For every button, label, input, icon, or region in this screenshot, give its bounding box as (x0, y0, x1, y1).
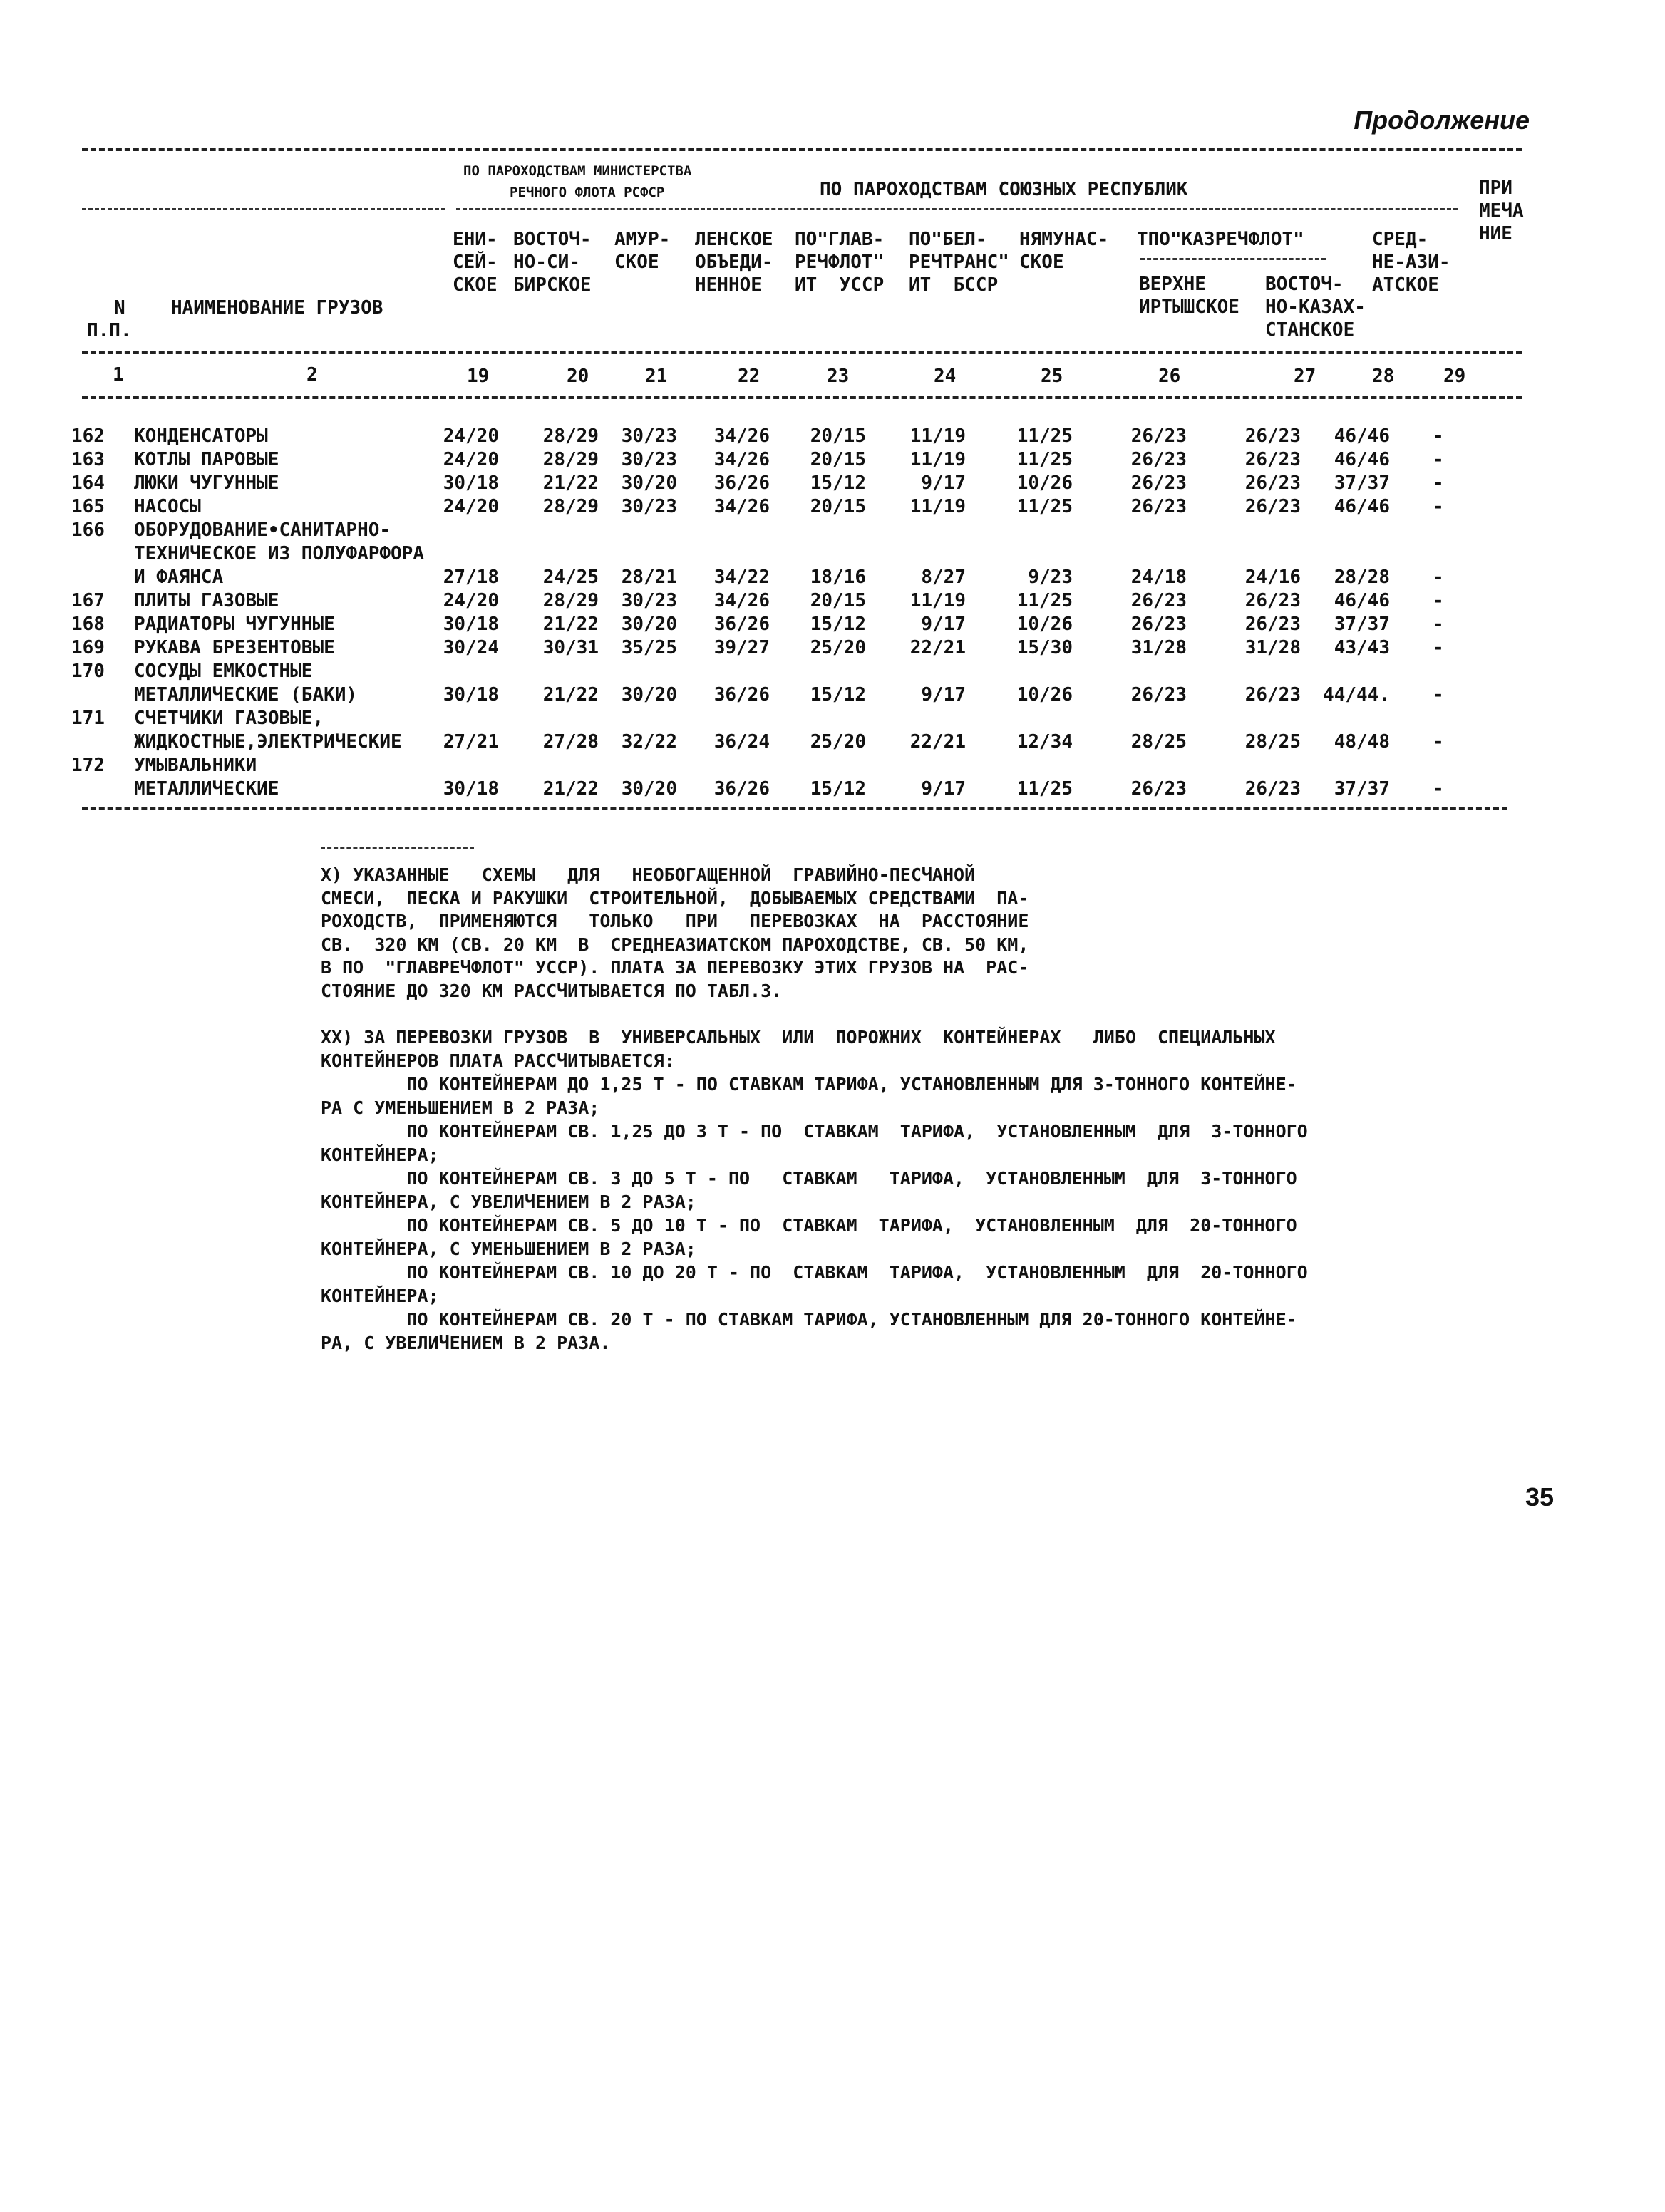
row-number: 172 (71, 755, 105, 776)
group-rsfsr-line2: РЕЧНОГО ФЛОТА РСФСР (510, 185, 665, 200)
tariff-value: 11/25 (1016, 778, 1073, 800)
tariff-value: 21/22 (542, 614, 599, 635)
tariff-value: 11/25 (1016, 496, 1073, 517)
footnote-xx-line: РА, С УВЕЛИЧЕНИЕМ В 2 РАЗА. (321, 1333, 611, 1353)
tariff-value: 30/18 (443, 614, 499, 635)
row-number: 166 (71, 520, 105, 541)
tariff-value: 11/25 (1016, 425, 1073, 447)
tariff-value: 24/18 (1130, 567, 1187, 588)
footnote-separator (321, 847, 474, 849)
tariff-value: 26/23 (1130, 590, 1187, 611)
row-note: - (1433, 425, 1444, 447)
tariff-value: 31/28 (1244, 637, 1301, 658)
tariff-value: 22/21 (909, 731, 966, 753)
tariff-value: 26/23 (1130, 425, 1187, 447)
tariff-value: 24/20 (443, 449, 499, 470)
cargo-name: МЕТАЛЛИЧЕСКИЕ (134, 778, 279, 800)
tariff-value: 37/37 (1334, 778, 1390, 800)
colnum: 28 (1372, 366, 1395, 387)
colnum: 27 (1294, 366, 1316, 387)
tariff-value: 28/29 (542, 590, 599, 611)
cargo-name: НАСОСЫ (134, 496, 201, 517)
tariff-value: 30/20 (621, 614, 677, 635)
cargo-name: СЧЕТЧИКИ ГАЗОВЫЕ, (134, 708, 324, 729)
colnum: 21 (645, 366, 668, 387)
col-name-header: НАИМЕНОВАНИЕ ГРУЗОВ (171, 297, 383, 319)
tariff-value: 20/15 (810, 496, 866, 517)
col-25-header: НЯМУНАС- СКОЕ (1019, 229, 1109, 273)
footnote-xx-line: ПО КОНТЕЙНЕРАМ СВ. 1,25 ДО 3 Т - ПО СТАВКАМ ТАРИФА, УСТАНОВЛЕННЫМ ДЛЯ 3-ТОННОГО (321, 1121, 1308, 1142)
tariff-value: 31/28 (1130, 637, 1187, 658)
tariff-value: 15/12 (810, 778, 866, 800)
cargo-name: РУКАВА БРЕЗЕНТОВЫЕ (134, 637, 335, 658)
tariff-value: 15/12 (810, 472, 866, 494)
tariff-value: 34/22 (713, 567, 770, 588)
tariff-value: 32/22 (621, 731, 677, 753)
row-note: - (1433, 496, 1444, 517)
tariff-value: 21/22 (542, 684, 599, 706)
tariff-value: 26/23 (1130, 496, 1187, 517)
cargo-name: КОТЛЫ ПАРОВЫЕ (134, 449, 279, 470)
tariff-value: 11/19 (909, 449, 966, 470)
tariff-value: 11/19 (909, 496, 966, 517)
footnote-xx-line: КОНТЕЙНЕРА, С УМЕНЬШЕНИЕМ В 2 РАЗА; (321, 1239, 696, 1259)
tariff-value: 26/23 (1244, 449, 1301, 470)
tariff-value: 28/21 (621, 567, 677, 588)
row-note: - (1433, 731, 1444, 753)
footnote-xx-line: ПО КОНТЕЙНЕРАМ СВ. 3 ДО 5 Т - ПО СТАВКАМ ТАРИФА, УСТАНОВЛЕННЫМ ДЛЯ 3-ТОННОГО (321, 1168, 1297, 1189)
footnote-xx-line: РА С УМЕНЬШЕНИЕМ В 2 РАЗА; (321, 1097, 600, 1118)
tariff-value: 18/16 (810, 567, 866, 588)
footnote-xx-line: КОНТЕЙНЕРА, С УВЕЛИЧЕНИЕМ В 2 РАЗА; (321, 1192, 696, 1212)
colnum: 22 (738, 366, 761, 387)
footnote-xx-line: ПО КОНТЕЙНЕРАМ СВ. 5 ДО 10 Т - ПО СТАВКАМ ТАРИФА, УСТАНОВЛЕННЫМ ДЛЯ 20-ТОННОГО (321, 1215, 1297, 1236)
tariff-value: 11/19 (909, 425, 966, 447)
tariff-value: 26/23 (1130, 614, 1187, 635)
cargo-name: МЕТАЛЛИЧЕСКИЕ (БАКИ) (134, 684, 358, 706)
col-27-header: ВОСТОЧ- НО-КАЗАХ- СТАНСКОЕ (1265, 274, 1366, 341)
footnote-x-line: РОХОДСТВ, ПРИМЕНЯЮТСЯ ТОЛЬКО ПРИ ПЕРЕВОЗКАХ НА РАССТОЯНИЕ (321, 911, 1029, 931)
colnum: 24 (934, 366, 957, 387)
footnote-xx-line: ПО КОНТЕЙНЕРАМ СВ. 20 Т - ПО СТАВКАМ ТАРИФА, УСТАНОВЛЕННЫМ ДЛЯ 20-ТОННОГО КОНТЕЙНЕ- (321, 1309, 1297, 1330)
row-note: - (1433, 472, 1444, 494)
cargo-name: ТЕХНИЧЕСКОЕ ИЗ ПОЛУФАРФОРА (134, 543, 424, 564)
tariff-value: 27/21 (443, 731, 499, 753)
tariff-value: 30/20 (621, 472, 677, 494)
colnum: 20 (567, 366, 589, 387)
footnote-xx-line: КОНТЕЙНЕРОВ ПЛАТА РАССЧИТЫВАЕТСЯ: (321, 1050, 675, 1071)
tariff-value: 12/34 (1016, 731, 1073, 753)
tariff-value: 48/48 (1334, 731, 1390, 753)
tariff-value: 37/37 (1334, 614, 1390, 635)
footnote-xx-line: ХХ) ЗА ПЕРЕВОЗКИ ГРУЗОВ В УНИВЕРСАЛЬНЫХ ИЛИ ПОРОЖНИХ КОНТЕЙНЕРАХ ЛИБО СПЕЦИАЛЬНЫХ (321, 1027, 1276, 1048)
tariff-value: 30/23 (621, 425, 677, 447)
row-number: 171 (71, 708, 105, 729)
cargo-name: КОНДЕНСАТОРЫ (134, 425, 268, 447)
cargo-name: И ФАЯНСА (134, 567, 224, 588)
tariff-value: 20/15 (810, 425, 866, 447)
tariff-value: 26/23 (1244, 778, 1301, 800)
colnum: 1 (113, 364, 124, 386)
footnote-xx-line: КОНТЕЙНЕРА; (321, 1286, 439, 1306)
row-number: 167 (71, 590, 105, 611)
cargo-name: ЛЮКИ ЧУГУННЫЕ (134, 472, 279, 494)
tariff-value: 46/46 (1334, 496, 1390, 517)
tariff-value: 28/25 (1130, 731, 1187, 753)
kazrech-header: ТПО"КАЗРЕЧФЛОТ" (1137, 229, 1304, 250)
row-note: - (1433, 590, 1444, 611)
tariff-value: 22/21 (909, 637, 966, 658)
tariff-value: 30/23 (621, 590, 677, 611)
footnote-x-line: СМЕСИ, ПЕСКА И РАКУШКИ СТРОИТЕЛЬНОЙ, ДОБЫВАЕМЫХ СРЕДСТВАМИ ПА- (321, 887, 1029, 909)
tariff-value: 26/23 (1130, 472, 1187, 494)
row-note: - (1433, 449, 1444, 470)
cargo-name: ПЛИТЫ ГАЗОВЫЕ (134, 590, 279, 611)
col-num-line: N (114, 297, 125, 319)
table-bottom-rule-right (456, 807, 1507, 810)
tariff-value: 30/18 (443, 684, 499, 706)
tariff-value: 30/23 (621, 449, 677, 470)
tariff-value: 20/15 (810, 590, 866, 611)
col-23-header: ПО"ГЛАВ- РЕЧФЛОТ" ИТ УССР (795, 229, 885, 296)
footnote-xx-line: ПО КОНТЕЙНЕРАМ ДО 1,25 Т - ПО СТАВКАМ ТАРИФА, УСТАНОВЛЕННЫМ ДЛЯ 3-ТОННОГО КОНТЕЙНЕ- (321, 1074, 1297, 1095)
tariff-value: 28/28 (1334, 567, 1390, 588)
tariff-value: 24/25 (542, 567, 599, 588)
row-note: - (1433, 567, 1444, 588)
tariff-value: 9/23 (1028, 567, 1073, 588)
footnote-xx-line: КОНТЕЙНЕРА; (321, 1144, 439, 1165)
tariff-value: 15/12 (810, 684, 866, 706)
tariff-value: 26/23 (1244, 496, 1301, 517)
tariff-value: 36/26 (713, 684, 770, 706)
table-bottom-rule-left (82, 807, 453, 810)
tariff-value: 9/17 (921, 684, 966, 706)
tariff-value: 11/19 (909, 590, 966, 611)
tariff-value: 36/24 (713, 731, 770, 753)
footnote-x-line: СВ. 320 КМ (СВ. 20 КМ В СРЕДНЕАЗИАТСКОМ ПАРОХОДСТВЕ, СВ. 50 КМ, (321, 934, 1029, 955)
col-22-header: ЛЕНСКОЕ ОБЪЕДИ- НЕННОЕ (695, 229, 773, 296)
tariff-value: 24/20 (443, 425, 499, 447)
colnum: 2 (306, 364, 318, 386)
cargo-name: РАДИАТОРЫ ЧУГУННЫЕ (134, 614, 335, 635)
row-number: 170 (71, 661, 105, 682)
tariff-value: 44/44. (1323, 684, 1390, 706)
footnote-x-line: Х) УКАЗАННЫЕ СХЕМЫ ДЛЯ НЕОБОГАЩЕННОЙ ГРАВИЙНО-ПЕСЧАНОЙ (321, 864, 976, 885)
col-28-header: СРЕД- НЕ-АЗИ- АТСКОЕ (1372, 229, 1450, 296)
tariff-value: 9/17 (921, 472, 966, 494)
tariff-value: 15/12 (810, 614, 866, 635)
header-colnum-top-rule (82, 351, 1522, 354)
col-19-header: ЕНИ- СЕЙ- СКОЕ (453, 229, 498, 296)
tariff-value: 21/22 (542, 472, 599, 494)
row-note: - (1433, 778, 1444, 800)
tariff-value: 30/31 (542, 637, 599, 658)
tariff-value: 43/43 (1334, 637, 1390, 658)
tariff-value: 30/23 (621, 496, 677, 517)
tariff-value: 28/25 (1244, 731, 1301, 753)
tariff-value: 11/25 (1016, 590, 1073, 611)
row-number: 164 (71, 472, 105, 494)
tariff-value: 24/20 (443, 590, 499, 611)
tariff-value: 30/20 (621, 778, 677, 800)
note-col-header (1479, 177, 1524, 245)
tariff-value: 24/20 (443, 496, 499, 517)
header-mid-rule-left (82, 208, 445, 210)
tariff-value: 11/25 (1016, 449, 1073, 470)
continuation-label: Продолжение (1354, 105, 1530, 135)
tariff-value: 37/37 (1334, 472, 1390, 494)
colnum: 25 (1041, 366, 1063, 387)
tariff-value: 27/28 (542, 731, 599, 753)
footnote-x-line: В ПО "ГЛАВРЕЧФЛОТ" УССР). ПЛАТА ЗА ПЕРЕВОЗКУ ЭТИХ ГРУЗОВ НА РАС- (321, 957, 1029, 978)
tariff-value: 15/30 (1016, 637, 1073, 658)
header-mid-rule-right (456, 208, 1458, 210)
tariff-value: 10/26 (1016, 614, 1073, 635)
tariff-value: 25/20 (810, 731, 866, 753)
tariff-value: 26/23 (1244, 614, 1301, 635)
tariff-value: 26/23 (1130, 684, 1187, 706)
tariff-value: 46/46 (1334, 425, 1390, 447)
colnum: 29 (1443, 366, 1466, 387)
group-rsfsr-line1: ПО ПАРОХОДСТВАМ МИНИСТЕРСТВА (463, 163, 692, 179)
tariff-value: 34/26 (713, 449, 770, 470)
row-note: - (1433, 614, 1444, 635)
cargo-name: УМЫВАЛЬНИКИ (134, 755, 257, 776)
col-24-header: ПО"БЕЛ- РЕЧТРАНС" ИТ БССР (909, 229, 1009, 296)
tariff-value: 34/26 (713, 425, 770, 447)
tariff-value: 36/26 (713, 778, 770, 800)
col-num-line: П.П. (87, 320, 132, 341)
tariff-value: 10/26 (1016, 684, 1073, 706)
tariff-value: 25/20 (810, 637, 866, 658)
note-col-line: НИЕ (1479, 223, 1512, 244)
col-num-header (87, 296, 132, 342)
note-col-line: ПРИ (1479, 177, 1512, 199)
tariff-value: 36/26 (713, 614, 770, 635)
tariff-value: 24/16 (1244, 567, 1301, 588)
tariff-value: 26/23 (1130, 449, 1187, 470)
tariff-value: 27/18 (443, 567, 499, 588)
colnum: 23 (827, 366, 850, 387)
tariff-value: 8/27 (921, 567, 966, 588)
tariff-value: 26/23 (1244, 590, 1301, 611)
cargo-name: СОСУДЫ ЕМКОСТНЫЕ (134, 661, 313, 682)
tariff-value: 26/23 (1244, 425, 1301, 447)
cargo-name: ОБОРУДОВАНИЕ•САНИТАРНО- (134, 520, 391, 541)
footnote-x-line: СТОЯНИЕ ДО 320 КМ РАССЧИТЫВАЕТСЯ ПО ТАБЛ.3. (321, 980, 783, 1001)
tariff-value: 35/25 (621, 637, 677, 658)
tariff-value: 20/15 (810, 449, 866, 470)
group-union: ПО ПАРОХОДСТВАМ СОЮЗНЫХ РЕСПУБЛИК (820, 179, 1188, 200)
tariff-value: 39/27 (713, 637, 770, 658)
row-note: - (1433, 684, 1444, 706)
tariff-value: 30/24 (443, 637, 499, 658)
tariff-value: 9/17 (921, 614, 966, 635)
col-26-header: ВЕРХНЕ ИРТЫШСКОЕ (1139, 274, 1239, 318)
tariff-value: 30/20 (621, 684, 677, 706)
page-number: 35 (1525, 1482, 1555, 1511)
cargo-name: ЖИДКОСТНЫЕ,ЭЛЕКТРИЧЕСКИЕ (134, 731, 402, 753)
header-colnum-bottom-rule (82, 396, 1522, 399)
tariff-value: 30/18 (443, 778, 499, 800)
note-col-line: МЕЧА (1479, 200, 1524, 222)
colnum: 19 (467, 366, 490, 387)
tariff-value: 28/29 (542, 449, 599, 470)
tariff-value: 9/17 (921, 778, 966, 800)
tariff-value: 10/26 (1016, 472, 1073, 494)
tariff-value: 34/26 (713, 590, 770, 611)
tariff-value: 36/26 (713, 472, 770, 494)
row-number: 162 (71, 425, 105, 447)
tariff-value: 46/46 (1334, 590, 1390, 611)
tariff-value: 26/23 (1130, 778, 1187, 800)
tariff-value: 34/26 (713, 496, 770, 517)
col-21-header: АМУР- СКОЕ (614, 229, 671, 273)
kazrech-underline (1140, 258, 1326, 260)
tariff-value: 46/46 (1334, 449, 1390, 470)
row-note: - (1433, 637, 1444, 658)
tariff-value: 28/29 (542, 425, 599, 447)
tariff-value: 30/18 (443, 472, 499, 494)
tariff-value: 21/22 (542, 778, 599, 800)
footnote-xx-line: ПО КОНТЕЙНЕРАМ СВ. 10 ДО 20 Т - ПО СТАВКАМ ТАРИФА, УСТАНОВЛЕННЫМ ДЛЯ 20-ТОННОГО (321, 1262, 1308, 1283)
tariff-value: 26/23 (1244, 472, 1301, 494)
colnum: 26 (1158, 366, 1181, 387)
row-number: 169 (71, 637, 105, 658)
col-20-header: ВОСТОЧ- НО-СИ- БИРСКОЕ (513, 229, 592, 296)
table-top-rule (82, 148, 1522, 151)
row-number: 163 (71, 449, 105, 470)
tariff-value: 28/29 (542, 496, 599, 517)
row-number: 168 (71, 614, 105, 635)
tariff-value: 26/23 (1244, 684, 1301, 706)
row-number: 165 (71, 496, 105, 517)
